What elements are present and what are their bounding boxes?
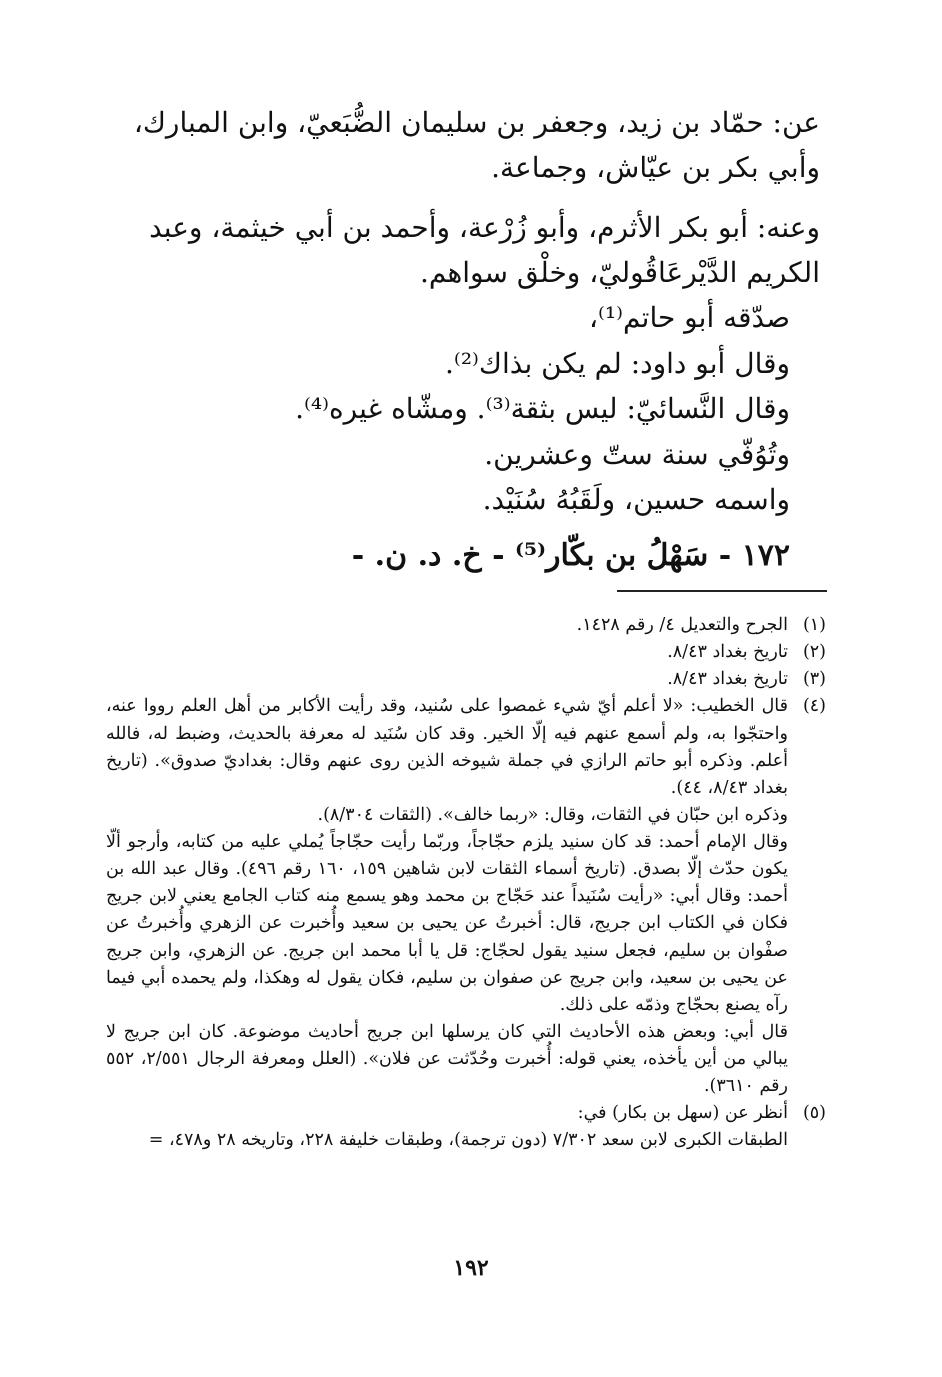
entry-heading: ١٧٢ - سَهْلُ بن بكّار⁽⁵⁾ - خ. د. ن. - (351, 538, 790, 574)
footnote-number: (٤) (802, 696, 826, 717)
page-number: ١٩٢ (453, 1255, 489, 1281)
footnote (106, 612, 826, 639)
narrative-line: وتُوُفّي سنة ستّ وعشرين. (484, 437, 790, 471)
footnote-text: الجرح والتعديل ٤/ رقم ١٤٢٨. (576, 615, 788, 635)
footnote-text: تاريخ بغداد ٨/٤٣. (667, 642, 788, 663)
footnote (106, 666, 826, 693)
footnote-number: (٥) (802, 1103, 826, 1124)
students-paragraph: وعنه: أبو بكر الأثرم، وأبو زُرْعة، وأحمد بن أبي خيثمة، وعبد الكريم الدَّيْرعَاقُوليّ، وخلْق سواهم. (149, 210, 820, 290)
biography-body (100, 100, 820, 581)
teachers-paragraph: عن: حمّاد بن زيد، وجعفر بن سليمان الضُّبَعيّ، وابن المبارك، وأبي بكر بن عيّاش، وجماعة. (133, 106, 820, 185)
footnote (106, 1100, 826, 1154)
main-text (100, 100, 820, 581)
footnote-text: قال الخطيب: «لا أعلم أيّ شيء غمصوا على سُنيد، وقد رأيت الأكابر من أهل العلم رووا عنه، واحتجّوا به، ولم أسمع عنهم فيه إلّا الخير. وقد كان سُنَيد له معرفة بالحديث، وضبط له، فالله أعلم. وذكره أبو حاتم الرازي في جملة شيوخه الذين روى عنهم وقال: بغداديّ صدوق». (تاريخ بغداد ٨/٤٣، ٤٤). (106, 696, 788, 798)
footnotes (106, 612, 826, 1155)
footnote-text: تاريخ بغداد ٨/٤٣. (667, 669, 788, 690)
footnote-text: الطبقات الكبرى لابن سعد ٧/٣٠٢ (دون ترجمة)، وطبقات خليفة ٢٢٨، وتاريخه ٢٨ و٤٧٨، = (148, 1130, 788, 1151)
narrative-line: وقال أبو داود: لم يكن بذاك⁽²⁾. (445, 346, 790, 380)
footnote-text: وذكره ابن حبّان في الثقات، وقال: «ربما خالف». (الثقات ٨/٣٠٤). (317, 804, 788, 825)
narrative-line: واسمه حسين، ولَقَبُهُ سُنَيْد. (482, 482, 790, 516)
footnote-number: (٣) (802, 669, 826, 690)
footnote-number: (١) (802, 615, 826, 635)
narrative-line: صدّقه أبو حاتم⁽¹⁾، (588, 301, 790, 335)
footnote-number: (٢) (802, 642, 826, 663)
footnote-text: قال أبي: وبعض هذه الأحاديث التي كان يرسلها ابن جريج أحاديث موضوعة. كان ابن جريج لا يبالي من أين يأخذه، يعني قوله: أُخبرت وحُدّثت عن فلان». (العلل ومعرفة الرجال ٢/٥٥١، ٥٥٢ رقم ٣٦١٠). (106, 1021, 788, 1097)
narrative-line: وقال النَّسائيّ: ليس بثقة⁽³⁾. ومشّاه غيره⁽⁴⁾. (295, 392, 790, 426)
footnote (106, 639, 826, 666)
footnote-separator (617, 590, 827, 592)
footnote-text: وقال الإمام أحمد: قد كان سنيد يلزم حجّاجاً، وربّما رأيت حجّاجاً يُملي عليه من كتابه، وأرجو ألّا يكون حدّث إلّا بصدق. (تاريخ أسماء الثقات لابن شاهين ١٥٩، ١٦٠ رقم ٤٩٦). وقال عبد الله بن أحمد: وقال أبي: «رأيت سُنَيداً عند حَجّاج بن محمد وهو يسمع منه كتاب الجامع يعني لابن جريج فكان في الكتاب ابن جريج، قال: أخبرتُ عن يحيى بن سعيد وأُخبرت عن الزهري وأُخبرتُ عن صفْوان بن سليم، فجعل سنيد يقول لحجّاج: قل يا أبا محمد ابن جريج. عن الزهري، وابن جريج عن يحيى بن سعيد، وابن جريج عن صفوان بن سليم، فكان يقول له وهكذا، ولم يحمده أبي فيما رآه يصنع بحجّاج وذمّه على ذلك. (106, 832, 789, 1015)
footnote-text: أنظر عن (سهل بن بكار) في: (577, 1103, 788, 1124)
footnote (106, 693, 826, 1100)
